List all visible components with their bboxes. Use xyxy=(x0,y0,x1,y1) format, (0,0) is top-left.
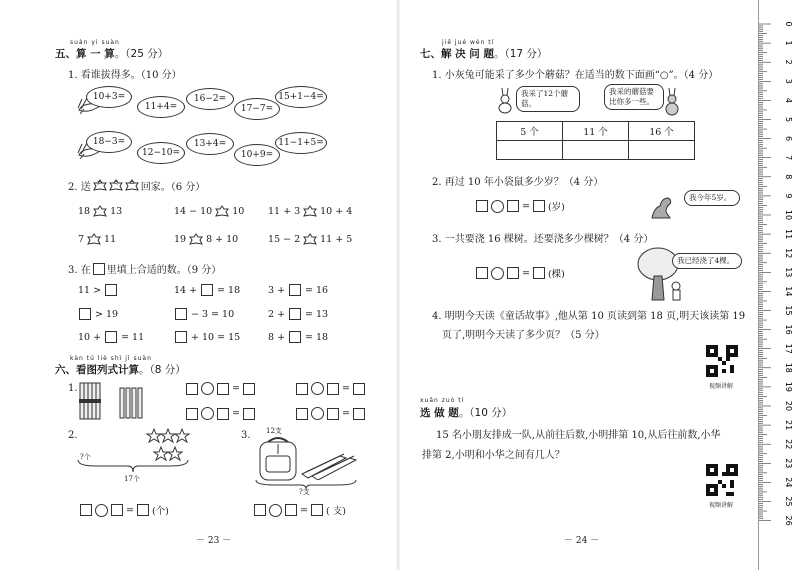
answer-box[interactable] xyxy=(175,331,187,343)
q6-3-question: ?支 xyxy=(299,488,310,496)
sec6-title: 六、看图列式计算。（8 分） xyxy=(55,364,186,376)
ruler-number: 2 xyxy=(784,59,793,65)
qr-label-2: 视频讲解 xyxy=(709,502,734,509)
answer-box[interactable] xyxy=(80,504,92,516)
answer-box[interactable] xyxy=(476,267,488,279)
ruler-number: 0 xyxy=(784,21,793,27)
oval-row1-1: 10+3= xyxy=(86,86,132,108)
answer-table xyxy=(496,121,695,160)
oval-row1-2: 11+4= xyxy=(137,96,185,118)
ruler-number: 22 xyxy=(784,439,793,450)
qr-code-icon[interactable] xyxy=(706,345,738,377)
r-q4-line1: 4. 明明今天读《童话故事》,他从第 10 页读到第 18 页,明天该读第 19 xyxy=(432,311,746,322)
answer-box[interactable] xyxy=(296,408,308,420)
oval-row2-3: 13+4= xyxy=(186,133,234,155)
ruler-number: 25 xyxy=(784,496,793,507)
speech-bubble-1: 我采了12个蘑菇。 xyxy=(516,86,580,112)
ruler-scale xyxy=(759,0,800,570)
answer-box[interactable] xyxy=(289,308,301,320)
q3-item-1[interactable]: 11 > xyxy=(78,284,118,296)
answer-box[interactable] xyxy=(105,284,117,296)
sec8-pinyin: xuǎn zuò tí xyxy=(420,397,465,404)
answer-box[interactable] xyxy=(186,408,198,420)
pencils-icon xyxy=(300,450,360,480)
leaf-icon: < xyxy=(109,179,123,192)
col-5: 5 个 xyxy=(497,122,563,141)
backpack-icon xyxy=(254,434,302,484)
answer-box[interactable] xyxy=(111,504,123,516)
answer-box[interactable] xyxy=(175,308,187,320)
sec5-pinyin: suàn yi suàn xyxy=(70,39,120,46)
q3-item-5[interactable]: − 3 = 10 xyxy=(174,308,234,320)
q3-item-7[interactable]: 10 + = 11 xyxy=(78,331,145,343)
operator-circle[interactable] xyxy=(491,267,504,280)
qr-label-1: 视频讲解 xyxy=(709,383,734,390)
answer-box[interactable] xyxy=(79,308,91,320)
q2-item-1[interactable]: 18 13 xyxy=(78,206,123,217)
answer-box[interactable] xyxy=(353,383,365,395)
oval-row2-5: 11−1+5= xyxy=(275,132,327,154)
oval-row1-5: 15+1−4= xyxy=(275,86,327,108)
answer-box[interactable] xyxy=(243,383,255,395)
q3-item-9[interactable]: 8 + = 18 xyxy=(268,331,329,343)
answer-box[interactable] xyxy=(507,267,519,279)
q6-1-eq-3[interactable]: = xyxy=(186,407,255,420)
leaf-icon: > xyxy=(93,179,107,192)
ruler xyxy=(758,0,800,570)
r-q5-line1: 15 名小朋友排成一队,从前往后数,小明排第 10,从后往前数,小华 xyxy=(436,430,721,441)
r-q2-eq[interactable]: = (岁) xyxy=(476,199,565,213)
oval-row2-1: 18−3= xyxy=(86,131,132,153)
sec5-title: 五、算 一 算。（25 分） xyxy=(55,48,169,60)
leaf-icon xyxy=(93,205,107,218)
operator-circle[interactable] xyxy=(269,504,282,517)
gray-rabbit-icon xyxy=(660,86,684,116)
ruler-number: 20 xyxy=(784,400,793,412)
q2-item-6[interactable]: 15 − 2 11 + 5 xyxy=(268,234,353,245)
oval-row1-3: 16−2= xyxy=(186,88,234,110)
sec7-pinyin: jiě jué wèn tí xyxy=(442,39,495,46)
q6-3-num: 3. xyxy=(241,430,251,441)
leaf-icon xyxy=(87,233,101,246)
page-24 xyxy=(400,0,758,570)
answer-box[interactable] xyxy=(476,200,488,212)
r-q4-line2: 页了,明明今天读了多少页？（5 分） xyxy=(442,330,605,341)
ruler-number: 10 xyxy=(784,209,793,221)
q3-item-2[interactable]: 14 + = 18 xyxy=(174,284,241,296)
ruler-number: 3 xyxy=(784,78,793,84)
q2-item-3[interactable]: 11 + 3 10 + 4 xyxy=(268,206,353,217)
leaf-icon xyxy=(303,233,317,246)
r-q2-label: 2. 再过 10 年小袋鼠多少岁？（4 分） xyxy=(432,177,604,188)
ruler-number: 15 xyxy=(784,305,793,316)
kangaroo-icon xyxy=(648,194,678,220)
q2-item-4[interactable]: 7 11 xyxy=(78,234,117,245)
answer-box[interactable] xyxy=(201,284,213,296)
mark-cell-3[interactable] xyxy=(629,141,695,160)
ruler-number: 8 xyxy=(784,174,793,180)
ruler-number: 5 xyxy=(784,116,793,123)
q3-item-4[interactable]: > 19 xyxy=(78,308,118,320)
ruler-number: 21 xyxy=(784,420,793,431)
leaf-icon: = xyxy=(125,179,139,192)
leaf-icon xyxy=(189,233,203,246)
stick-bundle-icon xyxy=(78,381,104,421)
leaf-icon xyxy=(215,205,229,218)
oval-row2-2: 12−10= xyxy=(137,142,185,164)
q6-1-eq-1[interactable]: = xyxy=(186,382,255,395)
page-23 xyxy=(0,0,398,570)
speech-bubble-2: 我采的蘑菇要比你多一些。 xyxy=(604,84,664,110)
q1-label: 1. 看谁拔得多。（10 分） xyxy=(68,70,182,81)
mark-cell-1[interactable] xyxy=(497,141,563,160)
speech-bubble-4: 我已经浇了4棵。 xyxy=(672,253,742,269)
answer-box[interactable] xyxy=(137,504,149,516)
r-q5-line2: 排第 2,小明和小华之间有几人？ xyxy=(422,450,565,461)
ruler-number: 1 xyxy=(784,40,793,46)
ruler-number: 18 xyxy=(784,362,793,373)
q6-1-eq-2[interactable]: = xyxy=(296,382,365,395)
rabbit-icon xyxy=(494,86,516,114)
qr-code-icon[interactable] xyxy=(706,464,738,496)
ruler-number: 11 xyxy=(784,229,793,240)
ruler-number: 12 xyxy=(784,248,793,259)
answer-box[interactable] xyxy=(254,504,266,516)
ruler-number: 23 xyxy=(784,458,793,469)
r-q3-eq[interactable]: = (棵) xyxy=(476,266,565,280)
answer-box[interactable] xyxy=(217,383,229,395)
ruler-number: 4 xyxy=(784,97,793,103)
sec6-pinyin: kàn tú liè shì jì suàn xyxy=(70,355,152,362)
operator-circle[interactable] xyxy=(95,504,108,517)
q3-item-6[interactable]: 2 + = 13 xyxy=(268,308,329,320)
q6-2-eq[interactable]: = (个) xyxy=(80,503,169,517)
q6-3-eq[interactable]: = ( 支) xyxy=(254,503,346,517)
speech-bubble-3: 我今年5岁。 xyxy=(684,190,740,206)
ruler-number: 17 xyxy=(784,343,793,354)
col-11: 11 个 xyxy=(563,122,629,141)
leaf-icon xyxy=(303,205,317,218)
answer-box[interactable] xyxy=(289,284,301,296)
mark-cell-2[interactable] xyxy=(563,141,629,160)
brace-icon xyxy=(76,458,190,474)
operator-circle[interactable] xyxy=(201,382,214,395)
answer-box[interactable] xyxy=(296,383,308,395)
ruler-number: 24 xyxy=(784,477,793,488)
sticks-icon xyxy=(118,386,144,420)
ruler-number: 26 xyxy=(784,515,793,526)
ruler-number: 6 xyxy=(784,136,793,142)
col-16: 16 个 xyxy=(629,122,695,141)
operator-circle[interactable] xyxy=(491,200,504,213)
answer-box[interactable] xyxy=(217,408,229,420)
answer-box[interactable] xyxy=(105,331,117,343)
answer-box[interactable] xyxy=(327,408,339,420)
q3-item-8[interactable]: + 10 = 15 xyxy=(174,331,240,343)
q6-1-num: 1. xyxy=(68,383,78,394)
page-number: － 23 － xyxy=(196,536,232,546)
q2-label: 2. 送 > < = 回家。（6 分） xyxy=(68,179,206,193)
q2-item-5[interactable]: 19 8 + 10 xyxy=(174,234,239,245)
answer-box[interactable] xyxy=(533,200,545,212)
operator-circle[interactable] xyxy=(311,382,324,395)
answer-box[interactable] xyxy=(289,331,301,343)
answer-box[interactable] xyxy=(186,383,198,395)
ruler-number: 7 xyxy=(784,155,793,161)
answer-box[interactable] xyxy=(327,383,339,395)
ruler-number: 16 xyxy=(784,324,793,335)
operator-circle[interactable] xyxy=(311,407,324,420)
ruler-number: 14 xyxy=(784,286,793,297)
answer-box[interactable] xyxy=(311,504,323,516)
q3-label: 3. 在 里填上合适的数。（9 分） xyxy=(68,261,221,276)
q6-2-num: 2. xyxy=(68,430,78,441)
ruler-number: 9 xyxy=(784,193,793,199)
answer-box[interactable] xyxy=(243,408,255,420)
r-q1-label: 1. 小灰兔可能采了多少个蘑菇？在适当的数下面画“○”。（4 分） xyxy=(432,70,719,81)
q6-2-total: 17个 xyxy=(124,475,140,483)
q3-item-3[interactable]: 3 + = 16 xyxy=(268,284,329,296)
sec8-title: 选 做 题。（10 分） xyxy=(420,407,513,419)
r-q3-label: 3. 一共要浇 16 棵树。还要浇多少棵树？（4 分） xyxy=(432,234,654,245)
q6-1-eq-4[interactable]: = xyxy=(296,407,365,420)
blank-box xyxy=(93,263,105,275)
operator-circle[interactable] xyxy=(201,407,214,420)
answer-box[interactable] xyxy=(285,504,297,516)
answer-box[interactable] xyxy=(533,267,545,279)
q6-3-top-label: 12支 xyxy=(266,427,282,435)
q6-2-question: ?个 xyxy=(80,453,91,461)
ruler-number: 19 xyxy=(784,381,793,392)
answer-box[interactable] xyxy=(507,200,519,212)
q2-item-2[interactable]: 14 − 10 10 xyxy=(174,206,245,217)
answer-box[interactable] xyxy=(353,408,365,420)
sec7-title: 七、解 决 问 题。（17 分） xyxy=(420,48,548,60)
ruler-number: 13 xyxy=(784,267,793,278)
page-number: － 24 － xyxy=(564,536,600,546)
oval-row1-4: 17−7= xyxy=(234,98,280,120)
oval-row2-4: 10+9= xyxy=(234,144,280,166)
